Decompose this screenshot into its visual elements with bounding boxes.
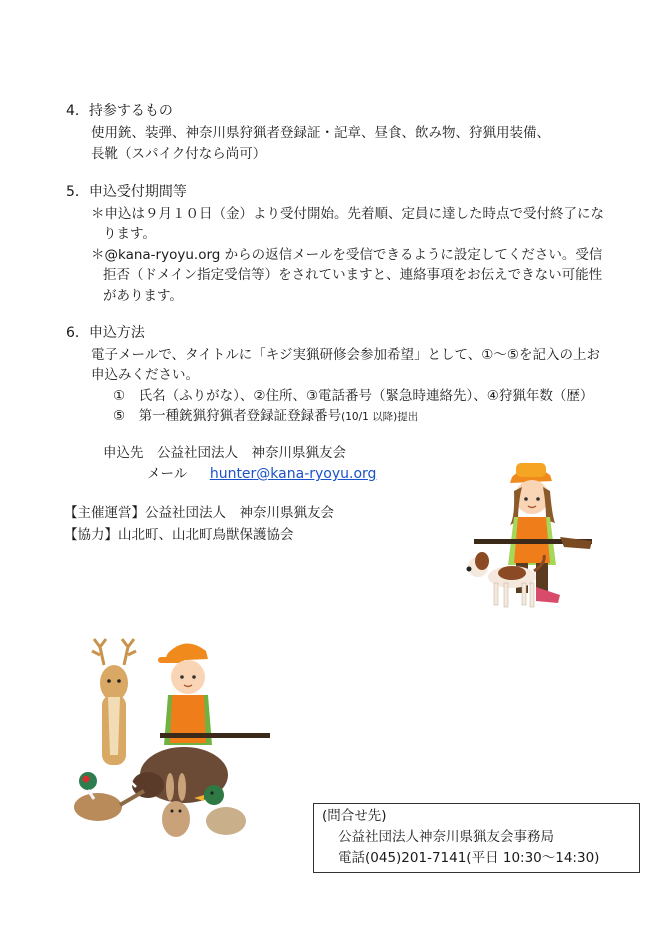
hunter-woman-dog-illustration — [460, 455, 600, 625]
apply-to: 申込先 公益社団法人 神奈川県猟友会 — [103, 445, 346, 461]
section-6-item-1: ① 氏名（ふりがな）、②住所、③電話番号（緊急時連絡先）、④狩猟年数（歴） — [113, 388, 594, 404]
item-5-note: (10/1 以降) — [341, 411, 398, 423]
contact-title: (問合せ先) — [322, 808, 387, 824]
section-5-line-2: ります。 — [103, 226, 156, 242]
item-5-tail: 提出 — [397, 411, 419, 423]
organizer: 【主催運営】公益社団法人 神奈川県猟友会 — [64, 505, 334, 521]
apply-mail-row — [147, 464, 376, 484]
section-4-line-2: 長靴（スパイク付なら尚可） — [91, 146, 267, 162]
section-5-title: 5．申込受付期間等 — [66, 184, 187, 200]
section-5-line-3: ＊@kana-ryoyu.org からの返信メールを受信できるように設定してください。受信 — [91, 247, 603, 263]
contact-box — [313, 803, 640, 873]
duck-icon — [206, 807, 246, 835]
section-6-line-2: 申込みください。 — [91, 367, 199, 383]
contact-phone: 電話(045)201-7141(平日 10:30～14:30) — [338, 850, 600, 866]
mail-link[interactable]: hunter@kana-ryoyu.org — [209, 466, 377, 482]
section-5-line-1: ＊申込は９月１０日（金）より受付開始。先着順、定員に達した時点で受付終了にな — [91, 206, 604, 222]
section-6-line-1: 電子メールで、タイトルに「キジ実猟研修会参加希望」として、①～⑤を記入の上お — [91, 347, 600, 363]
item-5-text: ⑤ 第一種銃猟狩猟者登録証登録番号 — [113, 408, 342, 424]
contact-org: 公益社団法人神奈川県猟友会事務局 — [338, 829, 554, 845]
rabbit-icon — [162, 801, 190, 837]
section-5-line-5: があります。 — [103, 288, 183, 304]
section-6-item-5 — [113, 406, 418, 427]
mail-label: メール — [147, 466, 188, 482]
cooperation: 【協力】山北町、山北町鳥獣保護協会 — [64, 527, 294, 543]
rifle-icon — [160, 733, 270, 738]
pheasant-icon — [74, 793, 122, 821]
hunter-animals-illustration — [64, 635, 274, 845]
section-5-line-4: 拒否（ドメイン指定受信等）をされていますと、連絡事項をお伝えできない可能性 — [103, 267, 603, 283]
section-4-title: 4．持参するもの — [66, 103, 173, 119]
section-6-title: 6．申込方法 — [66, 325, 145, 341]
section-4-line-1: 使用銃、装弾、神奈川県狩猟者登録証・記章、昼食、飲み物、狩猟用装備、 — [91, 125, 550, 141]
